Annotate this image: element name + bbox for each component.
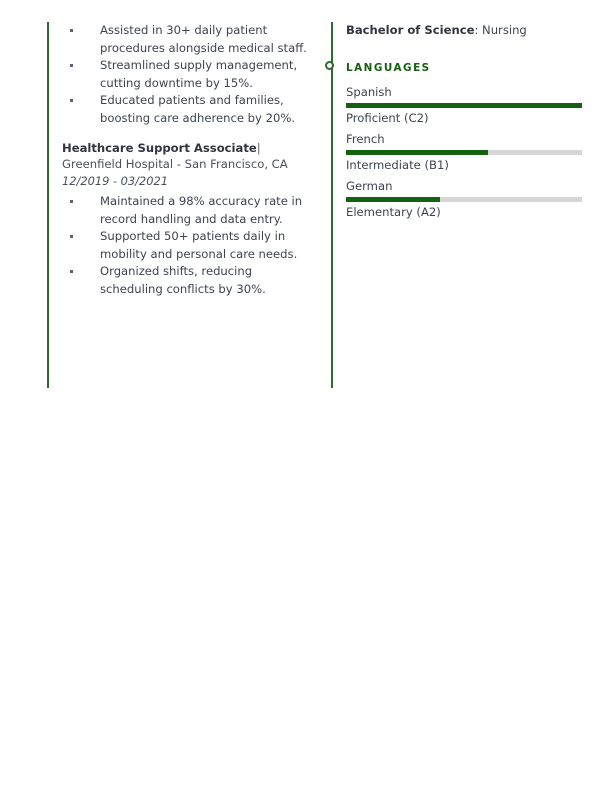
language-level: Elementary (A2) [346,205,441,219]
education-field: : Nursing [474,23,527,37]
language-level: Proficient (C2) [346,111,429,125]
language-proficiency-fill [346,103,582,108]
timeline-marker-icon [325,61,334,70]
timeline-rule-left [47,22,49,388]
bullet-text: Maintained a 98% accuracy rate in record handling and data entry. [100,194,303,226]
bullet-item [62,57,308,92]
experience-entry [62,140,308,298]
job-bullet-list [62,193,308,298]
timeline-rule-right [331,22,333,388]
bullet-item [62,92,308,127]
bullet-text: Streamlined supply management, cutting downtime by 15%. [100,58,298,90]
section-heading-languages: LANGUAGES [346,62,431,74]
bullet-text: Organized shifts, reducing scheduling conflicts by 30%. [100,264,266,296]
language-proficiency-bar [346,103,582,108]
bullet-item [62,22,308,57]
job-title [62,140,308,156]
bullet-text: Supported 50+ patients daily in mobility and personal care needs. [100,229,298,261]
bullet-item [62,193,308,228]
bullet-square-icon [70,235,73,238]
bullet-item [62,263,308,298]
language-name: Spanish [346,85,392,99]
language-item [346,131,584,174]
language-proficiency-bar [346,197,582,202]
languages-list [346,84,584,221]
bullet-square-icon [70,99,73,102]
bullet-text: Assisted in 30+ daily patient procedures alongside medical staff. [100,23,307,55]
language-name: French [346,132,385,146]
bullet-square-icon [70,200,73,203]
job-title-text: Healthcare Support Associate [62,141,257,155]
language-item [346,178,584,221]
job-title-separator: | [256,141,261,155]
education-entry [346,22,584,39]
bullet-item [62,228,308,263]
continued-bullet-list [62,22,308,127]
bullet-text: Educated patients and families, boosting care adherence by 20%. [100,93,296,125]
right-column [346,22,584,225]
language-proficiency-fill [346,197,440,202]
job-company: Greenfield Hospital - San Francisco, CA [62,157,288,171]
language-proficiency-bar [346,150,582,155]
bullet-square-icon [70,64,73,67]
education-degree: Bachelor of Science [346,23,475,37]
language-level: Intermediate (B1) [346,158,449,172]
bullet-square-icon [70,29,73,32]
language-proficiency-fill [346,150,488,155]
language-item [346,84,584,127]
job-dates: 12/2019 - 03/2021 [62,174,168,188]
left-column [62,22,308,298]
language-name: German [346,179,393,193]
bullet-square-icon [70,270,73,273]
